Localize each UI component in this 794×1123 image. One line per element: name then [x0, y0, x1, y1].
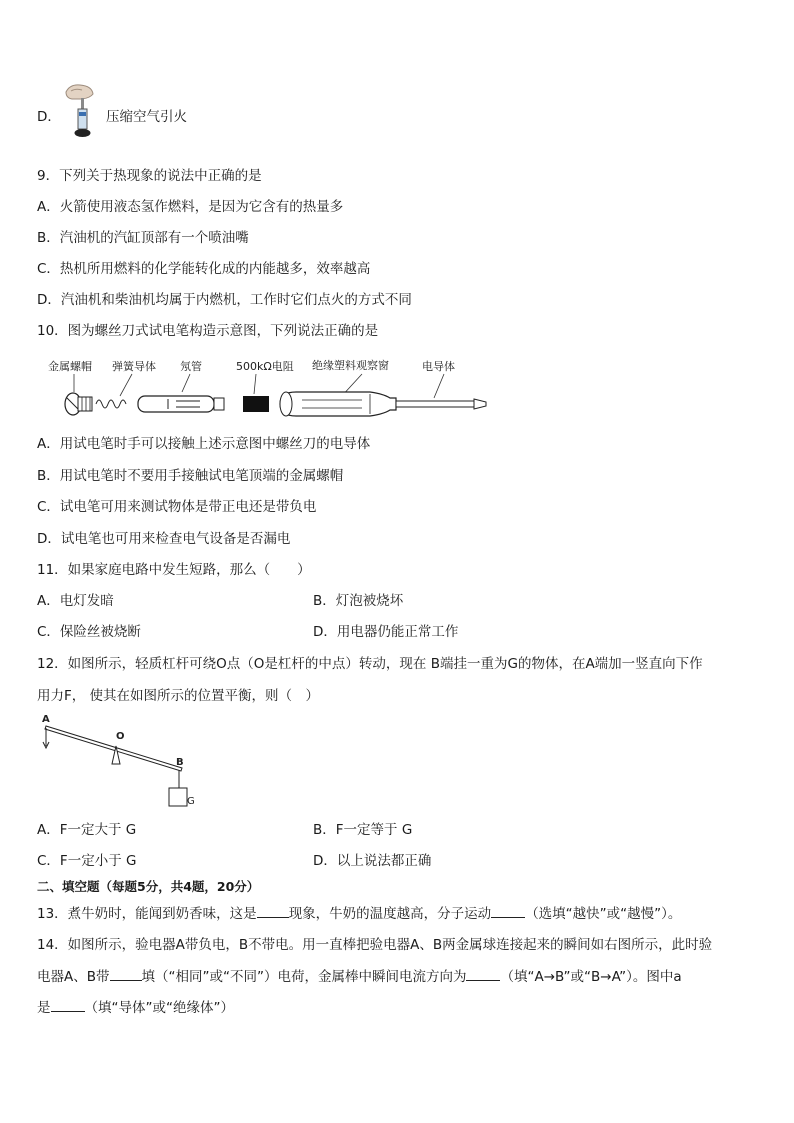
q9-stem: 9．下列关于热现象的说法中正确的是 [37, 168, 262, 184]
q12-option-d: D．以上说法都正确 [313, 853, 432, 869]
q13-part2: 现象，牛奶的温度越高，分子运动 [288, 906, 492, 922]
q14-line3-b: （填“导体”或“绝缘体”） [84, 1000, 234, 1016]
q10-option-d: D．试电笔也可用来检查电气设备是否漏电 [37, 531, 291, 547]
q14-line2 [37, 966, 682, 987]
label-resistor: 500kΩ电阻 [236, 360, 294, 373]
q9-option-a: A．火箭使用液态氢作燃料，是因为它含有的热量多 [37, 199, 344, 215]
label-a: A [42, 714, 50, 725]
q14-line3-a: 是 [37, 1000, 51, 1016]
lever-diagram [36, 710, 206, 810]
q12-option-c: C．F一定小于 G [37, 853, 137, 869]
compressed-air-syringe-figure [62, 82, 100, 142]
q12-stem-line2: 用力F， 使其在如图所示的位置平衡，则（ ） [37, 688, 320, 704]
q14-line3 [37, 997, 234, 1018]
q10-option-b: B．用试电笔时不要用手接触试电笔顶端的金属螺帽 [37, 468, 344, 484]
label-metal-cap: 金属螺帽 [48, 360, 92, 373]
q12-stem-line1: 12．如图所示，轻质杠杆可绕O点（O是杠杆的中点）转动，现在 B端挂一重为G的物体，在A端加一竖直向下作 [37, 656, 703, 672]
section2-title: 二、填空题（每题5分，共4题，20分） [37, 879, 260, 894]
q12-option-b: B．F一定等于 G [313, 822, 413, 838]
q11-option-c: C．保险丝被烧断 [37, 624, 141, 640]
label-window: 绝缘塑料观察窗 [312, 359, 389, 372]
q11-stem: 11．如果家庭电路中发生短路，那么（ ） [37, 562, 311, 578]
q14-line2-a: 电器A、B带 [37, 969, 110, 985]
q13 [37, 903, 681, 924]
q11-option-d: D．用电器仍能正常工作 [313, 624, 459, 640]
q13-blank-2[interactable] [491, 903, 525, 918]
option-d-label: D． [37, 109, 61, 125]
label-g: G [187, 796, 195, 807]
q10-stem: 10．图为螺丝刀式试电笔构造示意图，下列说法正确的是 [37, 323, 379, 339]
q11-option-b: B．灯泡被烧坏 [313, 593, 404, 609]
q10-option-a: A．用试电笔时手可以接触上述示意图中螺丝刀的电导体 [37, 436, 371, 452]
q14-line2-c: （填“A→B”或“B→A”）。图中a [500, 969, 682, 985]
q14-line2-b: 填（“相同”或“不同”）电荷，金属棒中瞬间电流方向为 [141, 969, 467, 985]
q14-blank-2[interactable] [466, 966, 500, 981]
q12-option-a: A．F一定大于 G [37, 822, 137, 838]
q13-part1: 13．煮牛奶时，能闻到奶香味，这是 [37, 906, 257, 922]
label-o: O [116, 731, 125, 742]
label-b: B [176, 757, 184, 768]
q11-option-a: A．电灯发暗 [37, 593, 114, 609]
q13-blank-1[interactable] [257, 903, 289, 918]
q9-option-d: D．汽油机和柴油机均属于内燃机，工作时它们点火的方式不同 [37, 292, 412, 308]
q14-blank-1[interactable] [110, 966, 142, 981]
q9-option-c: C．热机所用燃料的化学能转化成的内能越多，效率越高 [37, 261, 371, 277]
q14-line1: 14．如图所示，验电器A带负电，B不带电。用一直棒把验电器A、B两金属球连接起来的瞬间如右图所示，此时验 [37, 937, 713, 953]
q10-option-c: C．试电笔可用来测试物体是带正电还是带负电 [37, 499, 317, 515]
option-d-text: 压缩空气引火 [106, 109, 187, 125]
q9-option-b: B．汽油机的汽缸顶部有一个喷油嘴 [37, 230, 249, 246]
q13-part3: （选填“越快”或“越慢”）。 [525, 906, 682, 922]
test-pencil-diagram [40, 352, 500, 424]
q14-blank-3[interactable] [51, 997, 85, 1012]
label-neon-tube: 氖管 [180, 360, 202, 373]
label-spring: 弹簧导体 [112, 360, 156, 373]
label-conductor: 电导体 [422, 360, 455, 373]
